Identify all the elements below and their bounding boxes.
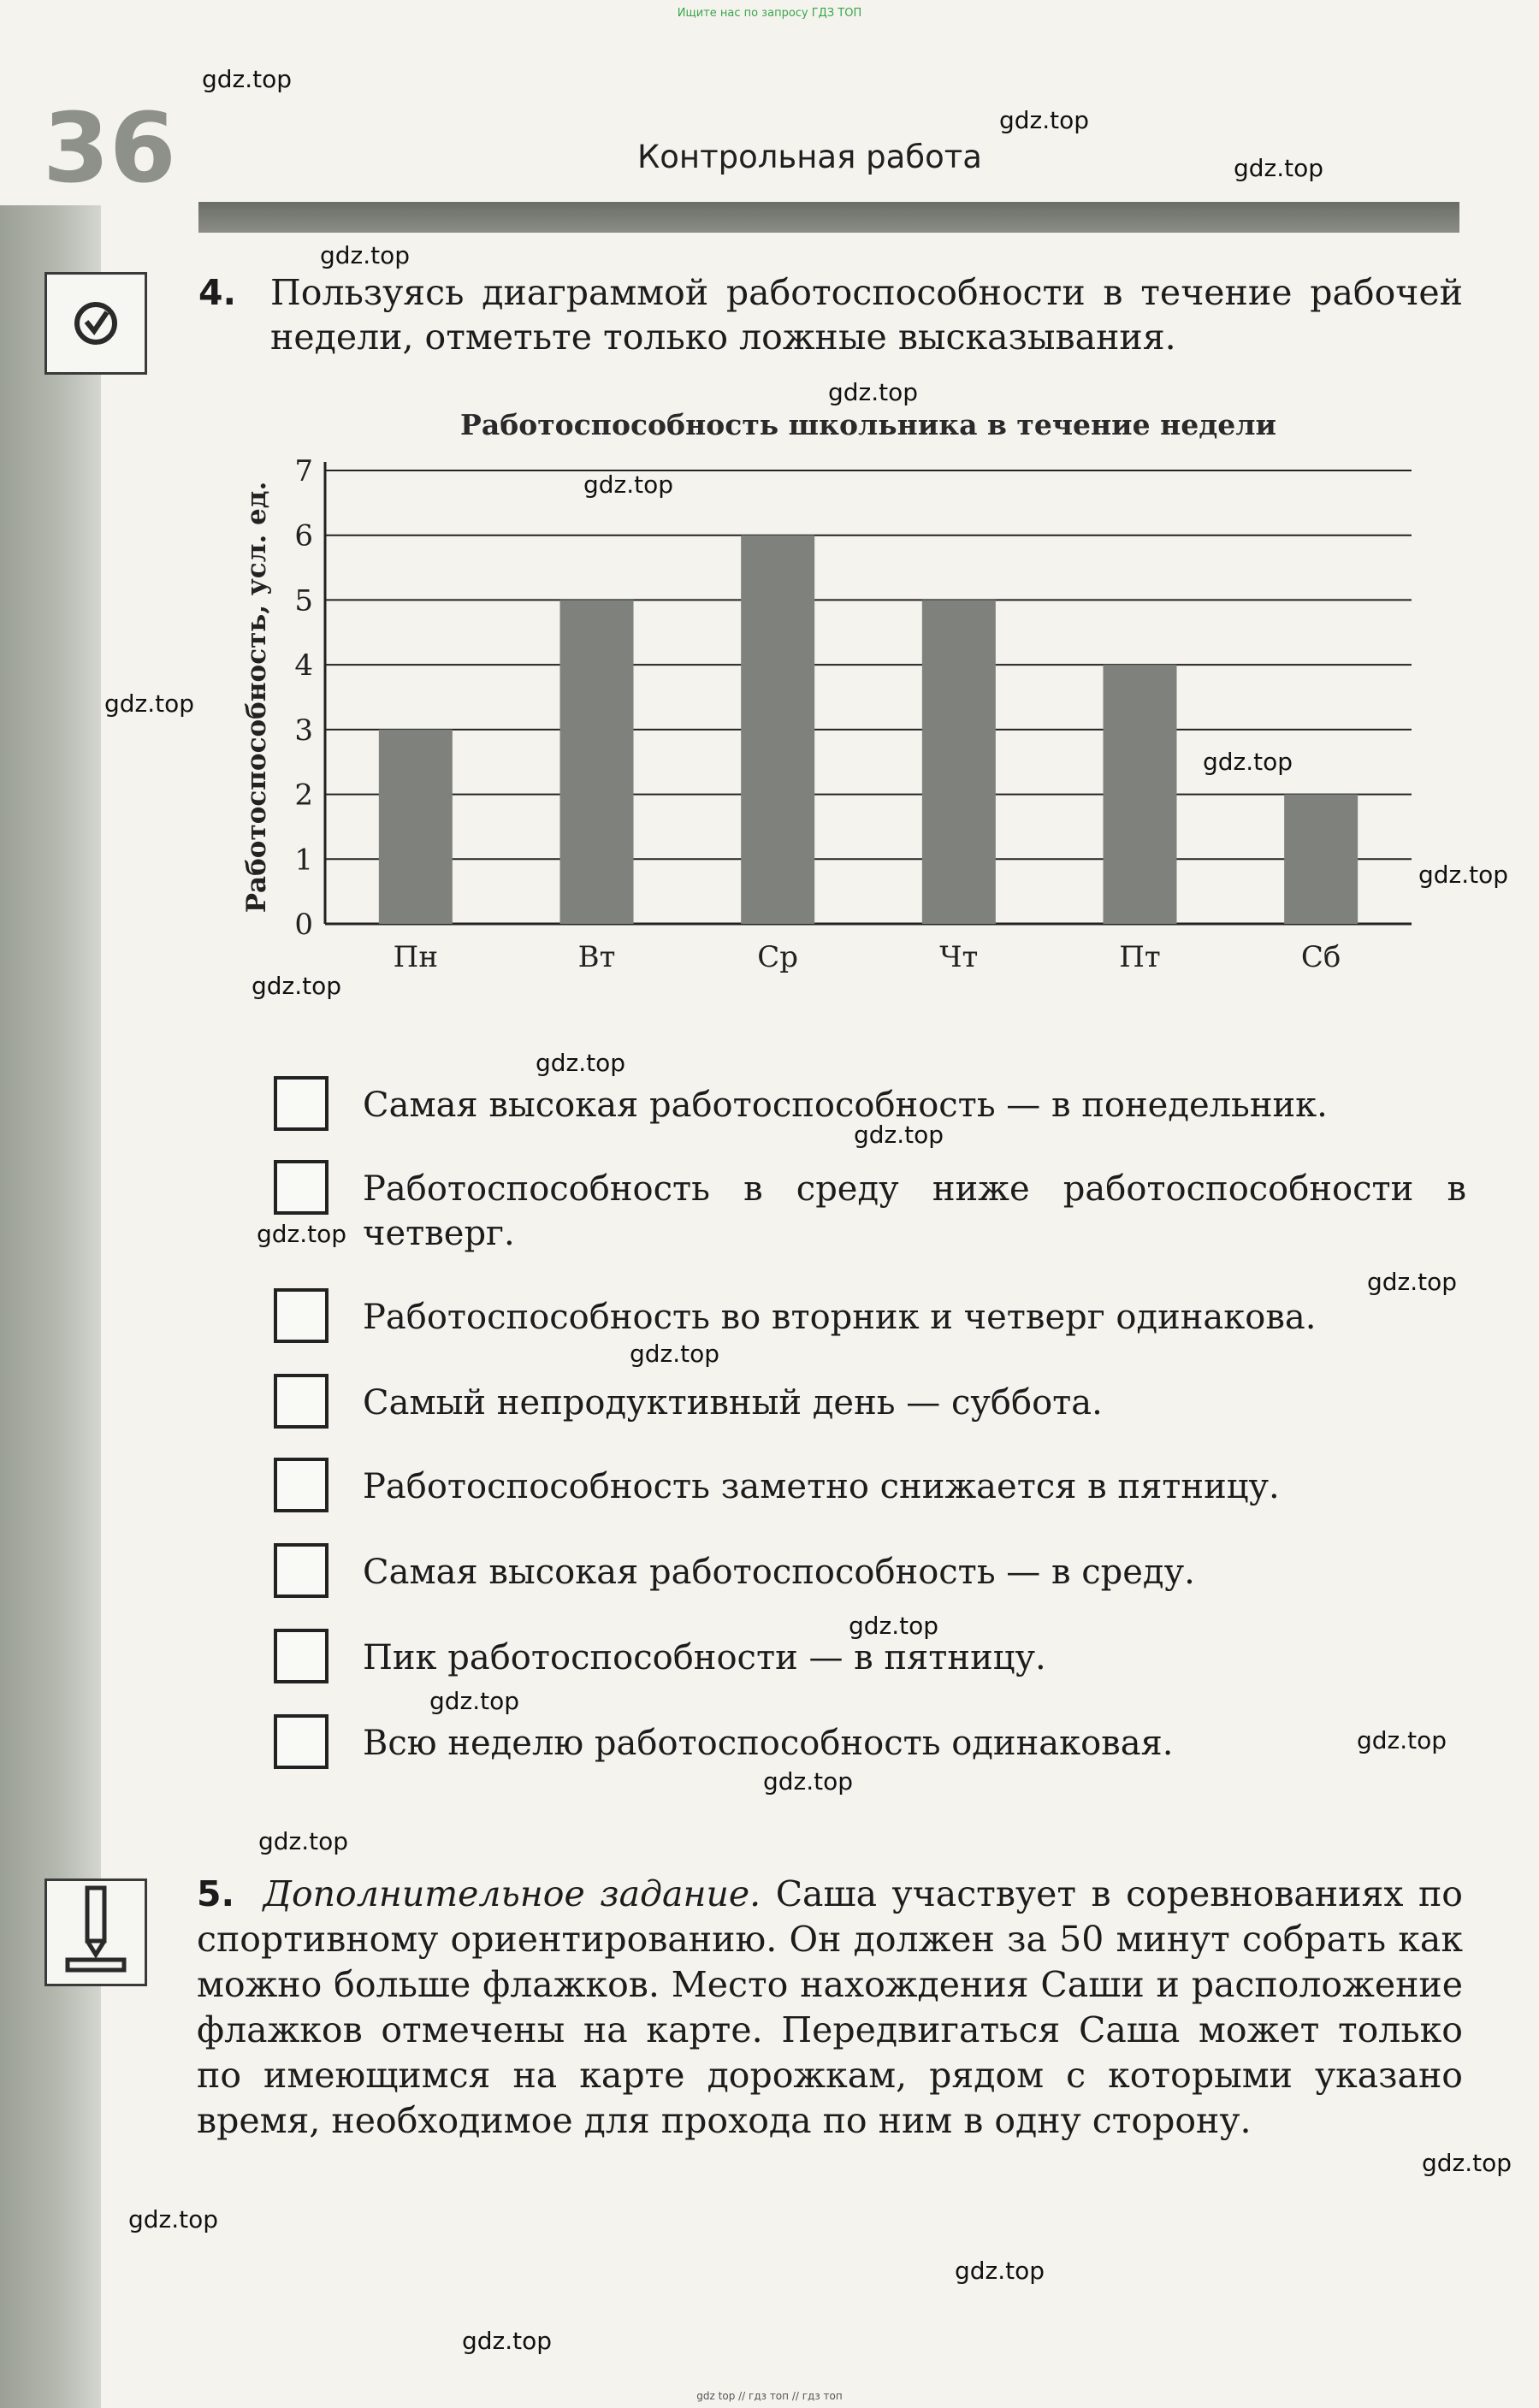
statement-4-checkbox[interactable] xyxy=(274,1374,329,1429)
watermark: gdz.top xyxy=(1367,1268,1458,1296)
x-tick-label: Пт xyxy=(1119,940,1161,974)
watermark: gdz.top xyxy=(1203,748,1293,776)
page-number: 36 xyxy=(43,93,176,204)
task5-label: Дополнительное задание. xyxy=(263,1873,761,1914)
y-tick-label: 4 xyxy=(294,648,313,683)
y-axis-label: Работоспособность, усл. ед. xyxy=(241,481,272,914)
y-ticks xyxy=(294,454,313,942)
task5-block xyxy=(197,1872,1463,2144)
statement-8-text: Всю неделю работоспособность одинаковая. xyxy=(363,1724,1174,1763)
side-strip xyxy=(0,205,101,2408)
x-tick-label: Ср xyxy=(757,940,799,974)
watermark: gdz.top xyxy=(128,2205,219,2233)
chart-title: Работоспособность школьника в течение недели xyxy=(460,408,1276,441)
task4-heading xyxy=(198,270,1463,358)
statement-3-text: Работоспособность во вторник и четверг одинакова. xyxy=(363,1298,1317,1337)
watermark: gdz.top xyxy=(849,1612,939,1640)
bar-4 xyxy=(922,600,996,924)
watermark: gdz.top xyxy=(258,1827,349,1855)
watermark: gdz.top xyxy=(583,470,674,499)
y-tick-label: 7 xyxy=(294,454,313,488)
x-ticks xyxy=(394,940,1341,974)
watermark: gdz.top xyxy=(1234,154,1324,182)
bar-3 xyxy=(741,535,814,924)
statement-1-checkbox[interactable] xyxy=(274,1076,329,1131)
x-tick-label: Сб xyxy=(1300,940,1341,974)
bottom-note: gdz top // гдз топ // гдз топ xyxy=(696,2390,843,2402)
watermark: gdz.top xyxy=(252,972,342,1000)
task5-number: 5. xyxy=(197,1873,235,1914)
statement-2-checkbox[interactable] xyxy=(274,1160,329,1215)
chart-grid xyxy=(325,470,1412,924)
task4-text: Пользуясь диаграммой работоспособности в течение рабочей недели, отметьте только ложные высказывания. xyxy=(270,272,1463,358)
statement-2-text: Работоспособность в среду ниже работоспособности в четверг. xyxy=(363,1169,1466,1253)
y-tick-label: 1 xyxy=(294,843,313,878)
bar-2 xyxy=(560,600,634,924)
watermark: gdz.top xyxy=(763,1767,854,1796)
y-tick-label: 0 xyxy=(294,908,313,942)
x-tick-label: Пн xyxy=(393,940,438,974)
performance-chart xyxy=(214,393,1437,992)
y-tick-label: 2 xyxy=(294,778,313,813)
task4-number: 4. xyxy=(198,272,237,313)
watermark: gdz.top xyxy=(1357,1726,1447,1754)
watermark: gdz.top xyxy=(104,689,195,718)
watermark: gdz.top xyxy=(955,2257,1045,2285)
watermark: gdz.top xyxy=(257,1220,347,1248)
watermark: gdz.top xyxy=(999,106,1090,134)
task5-text: Саша участвует в соревнованиях по спортивному ориентированию. Он должен за 50 минут собрать как можно больше флажков. Место нахождения Саши и расположение флажков отмечены на карте. Передвигаться Саша может только по имеющимся на карте дорожкам, рядом с которыми указано время, необходимое для прохода по ним в одну сторону. xyxy=(197,1873,1463,2141)
statement-1-text: Самая высокая работоспособность — в понедельник. xyxy=(363,1086,1328,1125)
statement-5-checkbox[interactable] xyxy=(274,1458,329,1512)
watermark: gdz.top xyxy=(828,378,919,406)
statement-5-text: Работоспособность заметно снижается в пятницу. xyxy=(363,1467,1280,1506)
bar-6 xyxy=(1284,795,1358,924)
bar-1 xyxy=(379,730,453,924)
statement-7-text: Пик работоспособности — в пятницу. xyxy=(363,1638,1046,1677)
watermark: gdz.top xyxy=(1418,861,1509,889)
watermark: gdz.top xyxy=(202,65,293,93)
header-bar xyxy=(198,202,1459,233)
statement-3-checkbox[interactable] xyxy=(274,1288,329,1343)
checkmark-task-icon xyxy=(44,272,147,375)
watermark: gdz.top xyxy=(854,1121,944,1149)
top-note: Ищите нас по запросу ГДЗ ТОП xyxy=(677,7,862,20)
watermark: gdz.top xyxy=(1422,2149,1512,2177)
running-header: Контрольная работа xyxy=(637,139,982,175)
watermark: gdz.top xyxy=(630,1340,720,1368)
watermark: gdz.top xyxy=(429,1687,520,1715)
watermark: gdz.top xyxy=(320,241,411,269)
y-tick-label: 6 xyxy=(294,518,313,553)
pencil-task-icon xyxy=(44,1878,147,1986)
watermark: gdz.top xyxy=(536,1049,626,1077)
statement-8-checkbox[interactable] xyxy=(274,1714,329,1769)
statement-6-checkbox[interactable] xyxy=(274,1543,329,1598)
bar-5 xyxy=(1104,665,1177,924)
y-tick-label: 5 xyxy=(294,583,313,618)
x-tick-label: Чт xyxy=(939,940,979,974)
statement-6-text: Самая высокая работоспособность — в среду. xyxy=(363,1553,1195,1592)
y-tick-label: 3 xyxy=(294,713,313,748)
statement-4-text: Самый непродуктивный день — суббота. xyxy=(363,1383,1103,1423)
watermark: gdz.top xyxy=(462,2327,553,2355)
x-tick-label: Вт xyxy=(577,940,616,974)
statement-7-checkbox[interactable] xyxy=(274,1629,329,1683)
